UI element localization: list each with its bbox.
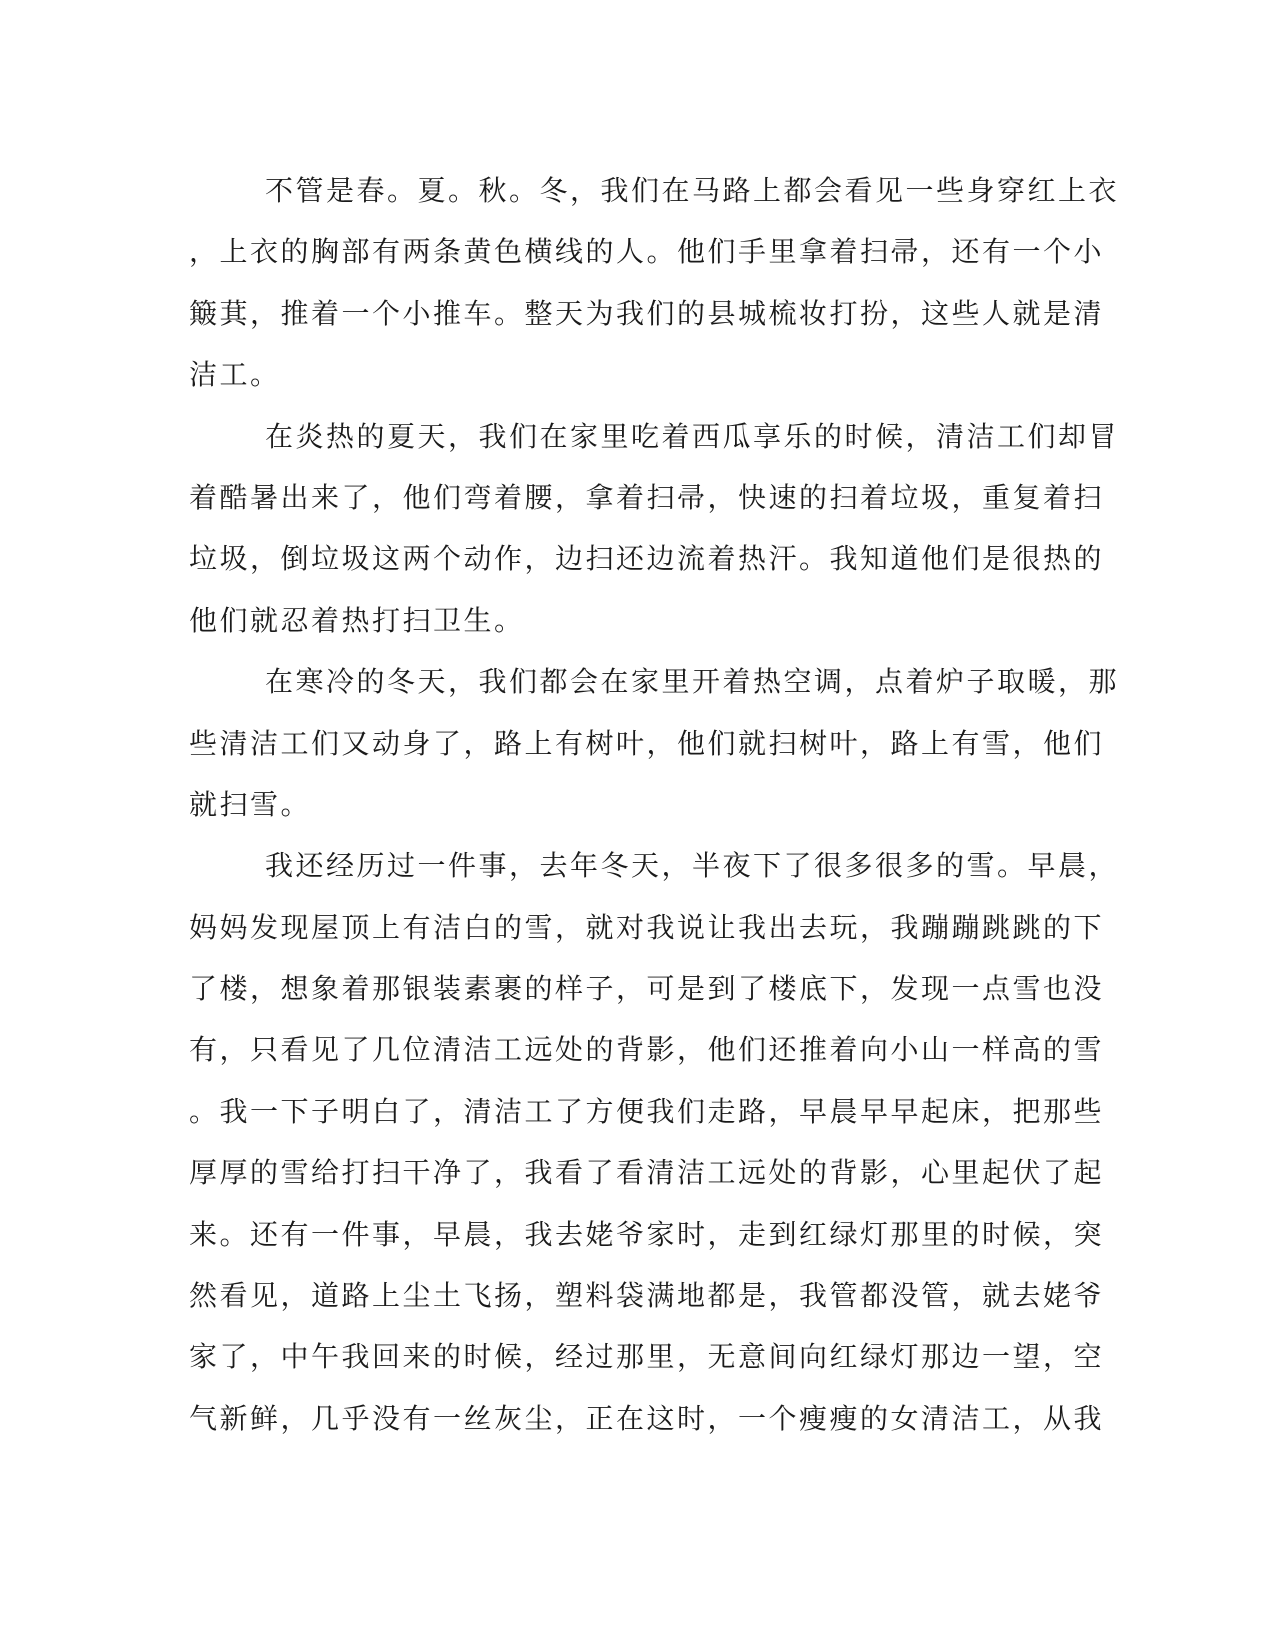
text-line: 垃圾，倒垃圾这两个动作，边扫还边流着热汗。我知道他们是很热的 bbox=[189, 542, 1105, 576]
text-line: 就扫雪。 bbox=[189, 787, 312, 821]
paragraph-first-line: 我还经历过一件事，去年冬天，半夜下了很多很多的雪。早晨， bbox=[265, 849, 1120, 883]
text-line: 家了，中午我回来的时候，经过那里，无意间向红绿灯那边一望，空 bbox=[189, 1340, 1105, 1374]
text-line: 。我一下子明白了，清洁工了方便我们走路，早晨早早起床，把那些 bbox=[189, 1094, 1105, 1128]
text-line: 着酷暑出来了，他们弯着腰，拿着扫帚，快速的扫着垃圾，重复着扫 bbox=[189, 480, 1105, 514]
text-line: 妈妈发现屋顶上有洁白的雪，就对我说让我出去玩，我蹦蹦跳跳的下 bbox=[189, 910, 1105, 944]
paragraph-first-line: 不管是春。夏。秋。冬，我们在马路上都会看见一些身穿红上衣 bbox=[265, 174, 1120, 207]
paragraph-first-line: 在寒冷的冬天，我们都会在家里开着热空调，点着炉子取暖，那 bbox=[265, 665, 1120, 699]
text-line: 气新鲜，几乎没有一丝灰尘，正在这时，一个瘦瘦的女清洁工，从我 bbox=[189, 1401, 1105, 1435]
document-body bbox=[189, 160, 1120, 1449]
text-line: 有，只看见了几位清洁工远处的背影，他们还推着向小山一样高的雪 bbox=[189, 1033, 1105, 1067]
text-line: 洁工。 bbox=[189, 358, 281, 392]
paragraph-first-line: 在炎热的夏天，我们在家里吃着西瓜享乐的时候，清洁工们却冒 bbox=[265, 419, 1120, 453]
text-line: 来。还有一件事，早晨，我去姥爷家时，走到红绿灯那里的时候，突 bbox=[189, 1217, 1105, 1251]
text-line: 然看见，道路上尘土飞扬，塑料袋满地都是，我管都没管，就去姥爷 bbox=[189, 1279, 1105, 1313]
text-line: ，上衣的胸部有两条黄色横线的人。他们手里拿着扫帚，还有一个小 bbox=[189, 235, 1105, 269]
text-line: 了楼，想象着那银装素裹的样子，可是到了楼底下，发现一点雪也没 bbox=[189, 972, 1105, 1006]
text-line: 些清洁工们又动身了，路上有树叶，他们就扫树叶，路上有雪，他们 bbox=[189, 726, 1105, 760]
text-line: 厚厚的雪给打扫干净了，我看了看清洁工远处的背影，心里起伏了起 bbox=[189, 1156, 1105, 1190]
text-line: 他们就忍着热打扫卫生。 bbox=[189, 603, 525, 637]
text-line: 簸萁，推着一个小推车。整天为我们的县城梳妆打扮，这些人就是清 bbox=[189, 296, 1105, 330]
